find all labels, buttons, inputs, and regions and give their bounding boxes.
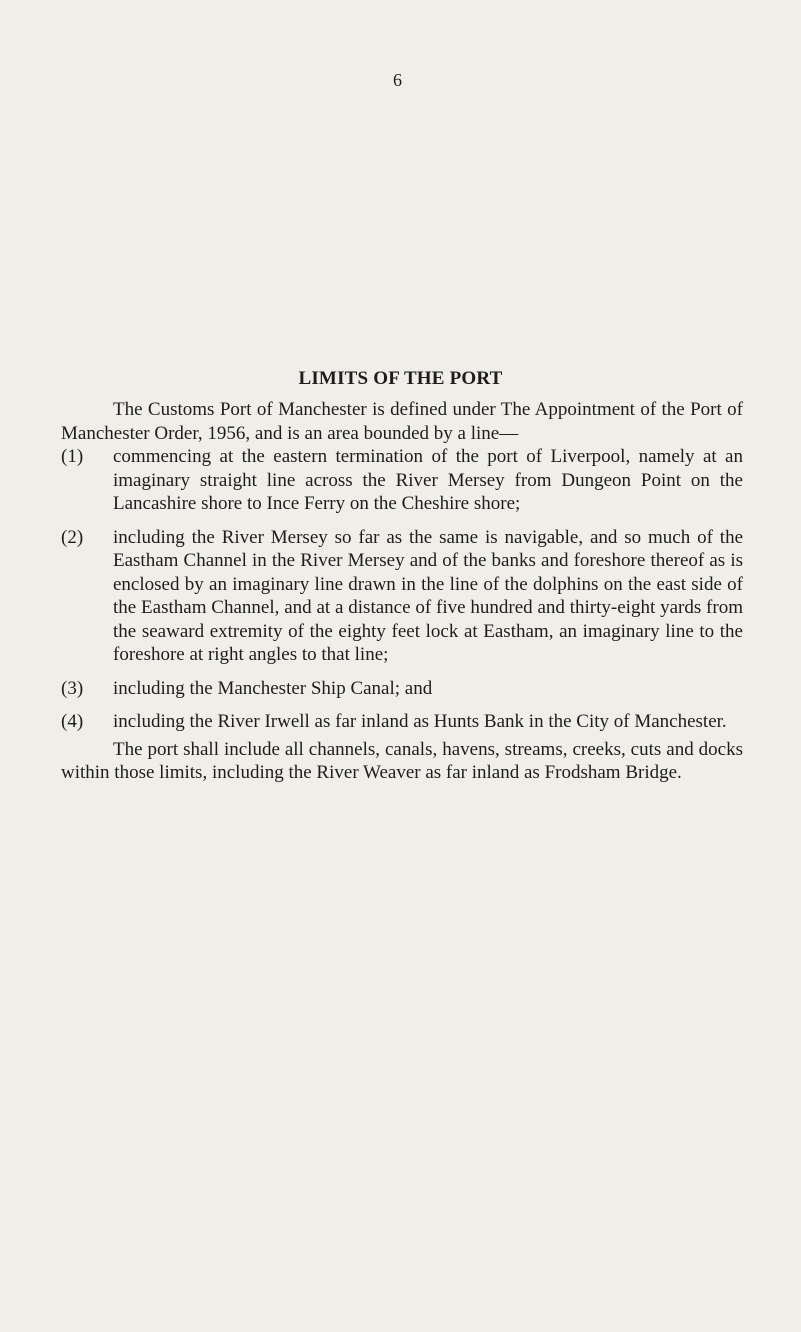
intro-paragraph: The Customs Port of Manchester is defined under The Appointment of the Port of Manchester Order, 1956, and is an area bounded by a line— xyxy=(61,399,743,444)
clause-number: (2) xyxy=(61,526,84,548)
page-number: 6 xyxy=(393,70,402,90)
clause-text: including the River Irwell as far inland as Hunts Bank in the City of Manchester. xyxy=(113,711,727,732)
clause-text: including the Manchester Ship Canal; and xyxy=(113,677,433,699)
clause-number: (4) xyxy=(61,711,84,732)
section-heading: LIMITS OF THE PORT xyxy=(298,368,503,389)
clause-item xyxy=(61,710,743,734)
clause-text: including the River Mersey so far as the same is navigable, and so much of the Eastham Channel in the River Mersey and of the banks and foreshore thereof as is enclosed by an imaginary line drawn in the line of the dolphins on the east side of the Eastham Channel, and at a distance of five hundred and thirty-eight yards from the seaward extremity of the eighty feet lock at Eastham, an imaginary line to the foreshore at right angles to that line; xyxy=(113,526,743,665)
clause-text: commencing at the eastern termination of the port of Liverpool, namely at an imaginary straight line across the River Mersey from Dungeon Point on the Lancashire shore to Ince Ferry on the Cheshire shore; xyxy=(113,446,743,514)
clause-item xyxy=(61,677,743,701)
closing-paragraph: The port shall include all channels, canals, havens, streams, creeks, cuts and docks within those limits, including the River Weaver as far inland as Frodsham Bridge. xyxy=(61,738,743,783)
body-text xyxy=(61,398,743,785)
clause-list xyxy=(61,445,743,734)
clause-item xyxy=(61,445,743,516)
clause-item xyxy=(61,526,743,667)
clause-number: (1) xyxy=(61,446,84,467)
clause-number: (3) xyxy=(61,677,84,699)
